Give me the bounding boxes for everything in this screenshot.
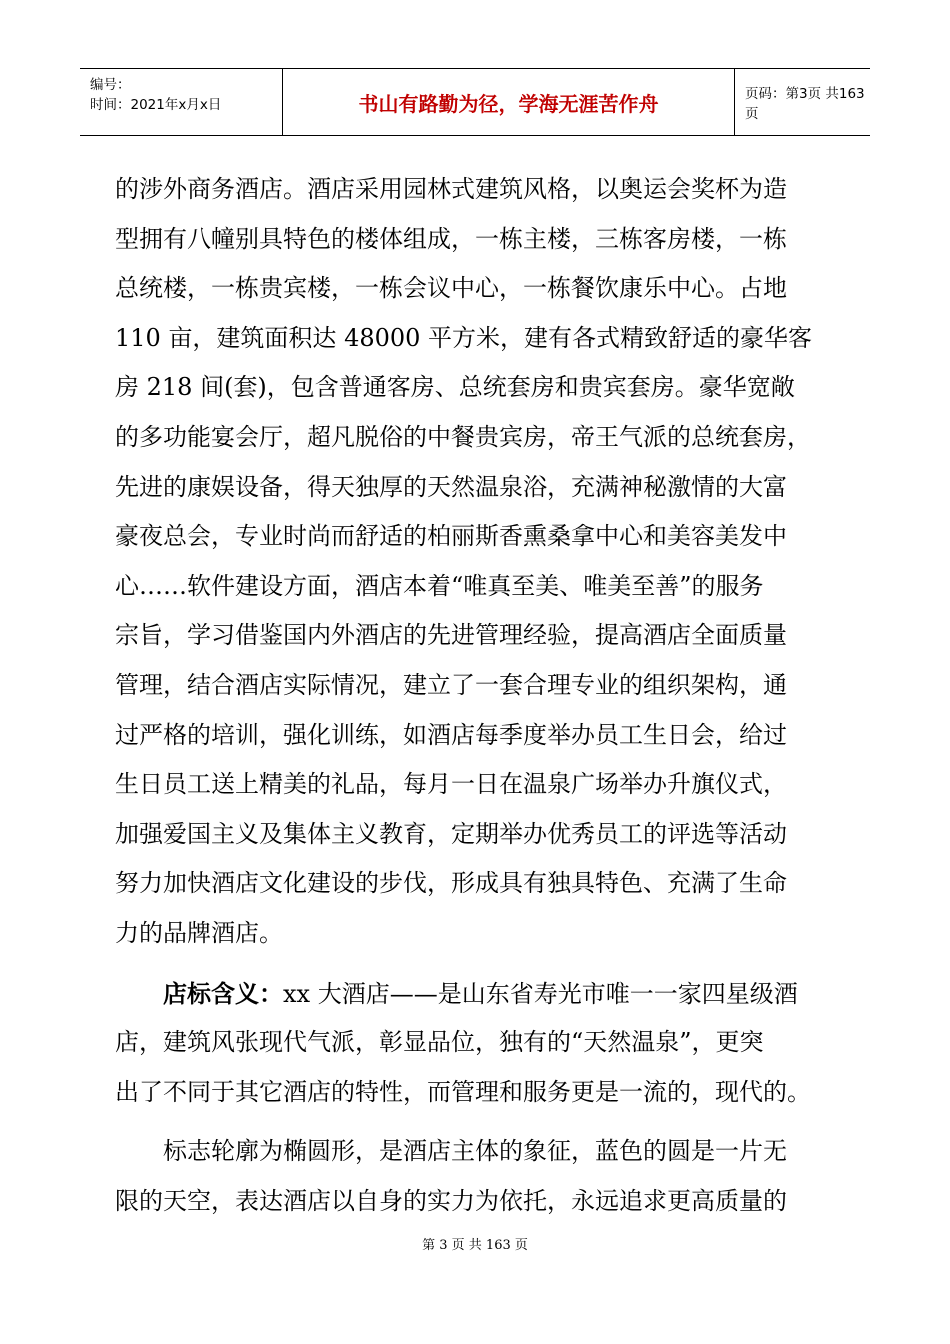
text-line: 110 亩，建筑面积达 48000 平方米，建有各式精致舒适的豪华客 [115,323,813,352]
section-heading: 店标含义： [163,978,283,1008]
text-line: 生日员工送上精美的礼品，每月一日在温泉广场举办升旗仪式， [115,770,787,799]
header-page-cell [735,69,870,135]
text-line: 标志轮廓为椭圆形，是酒店主体的象征，蓝色的圆是一片无 [163,1137,787,1166]
text-line: 管理，结合酒店实际情况，建立了一套合理专业的组织架构，通 [115,670,787,699]
text-line: 加强爱国主义及集体主义教育，定期举办优秀员工的评选等活动 [115,819,787,848]
motto-text: 书山有路勤为径，学海无涯苦作舟 [358,91,659,116]
text-line: 的多功能宴会厅，超凡脱俗的中餐贵宾房，帝王气派的总统套房， [115,422,811,451]
text-line: 限的天空，表达酒店以自身的实力为依托，永远追求更高质量的 [115,1186,787,1215]
text-line: 型拥有八幢别具特色的楼体组成，一栋主楼，三栋客房楼，一栋 [115,224,787,253]
text-line: 宗旨，学习借鉴国内外酒店的先进管理经验，提高酒店全面质量 [115,621,787,650]
page-header [80,68,870,136]
text-line: 房 218 间(套)，包含普通客房、总统套房和贵宾套房。豪华宽敞 [115,373,795,402]
paragraph-1 [115,165,840,959]
text-line: 的涉外商务酒店。酒店采用园林式建筑风格，以奥运会奖杯为造 [115,175,787,203]
code-label: 编号： [90,77,131,93]
text-line: 先进的康娱设备，得天独厚的天然温泉浴，充满神秘激情的大富 [115,472,787,501]
text-line: 过严格的培训，强化训练，如酒店每季度举办员工生日会，给过 [115,720,787,749]
text-line: 力的品牌酒店。 [115,918,283,947]
text-line: 努力加快酒店文化建设的步伐，形成具有独具特色、充满了生命 [115,869,787,898]
page-footer: 第 3 页 共 163 页 [422,1238,528,1253]
document-body [115,165,840,1226]
paragraph-2 [115,969,840,1118]
page-info: 页码：第3页 共163页 [745,86,865,122]
text-line: 店，建筑风张现代气派，彰显品位，独有的“天然温泉”，更突 [115,1028,764,1057]
paragraph-3 [115,1127,840,1226]
text-line: 出了不同于其它酒店的特性，而管理和服务更是一流的，现代的。 [115,1077,811,1106]
heading-text: xx 大酒店——是山东省寿光市唯一一家四星级酒 [283,979,798,1008]
header-meta-cell [80,69,283,135]
text-line [115,969,840,1019]
text-line: 豪夜总会，专业时尚而舒适的柏丽斯香熏桑拿中心和美容美发中 [115,522,787,551]
date-label: 时间：2021年x月x日 [90,97,222,113]
text-line: 心……软件建设方面，酒店本着“唯真至美、唯美至善”的服务 [115,571,764,600]
header-motto-cell [283,69,735,135]
text-line: 总统楼，一栋贵宾楼，一栋会议中心，一栋餐饮康乐中心。占地 [115,274,787,303]
